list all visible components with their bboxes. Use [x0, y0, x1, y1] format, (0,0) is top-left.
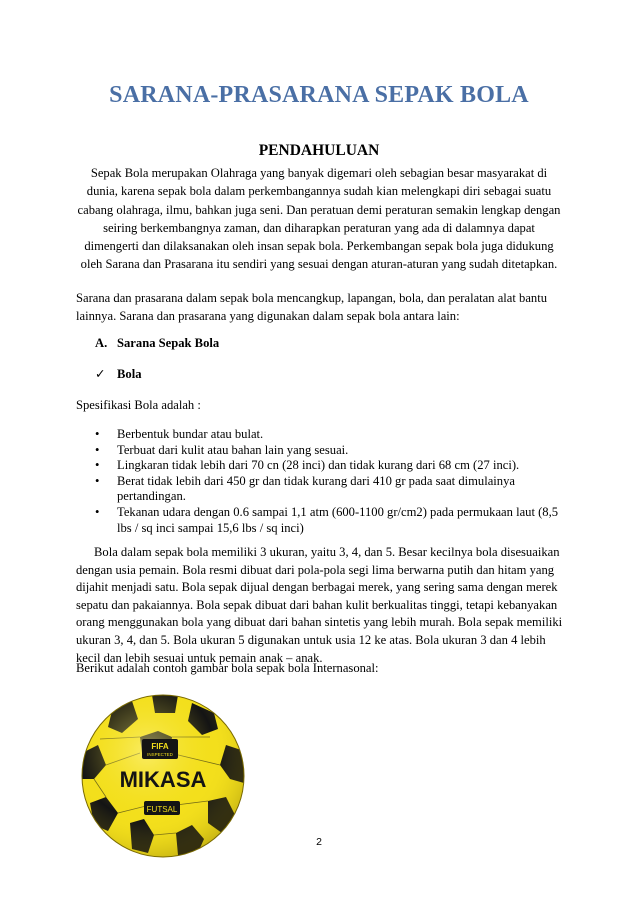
- bullet-icon: •: [95, 504, 100, 519]
- ukuran-paragraph-text: Bola dalam sepak bola memiliki 3 ukuran, yaitu 3, 4, dan 5. Besar kecilnya bola disesuaikan dengan usia pemain. Bola resmi dibuat dari pola-pola segi lima berwarna putih dan hitam yang dijahit menjadi satu. Bola sepak dijual dengan berbagai merek, yang sering sama dengan merek sepatu dan pakaiannya. Bola sepak dibuat dari bahan kulit berkualitas tinggi, tetapi kebanyakan orang menggunakan bola yang dibuat dari bahan sintetis yang lebih murah. Bola sepak memiliki ukuran 3, 4, dan 5. Bola ukuran 5 digunakan untuk usia 12 ke atas. Bola ukuran 3 dan 4 lebih kecil dan lebih sesuai untuk pemain anak – anak.: [76, 545, 563, 665]
- ball-model-text: FUTSAL: [146, 805, 178, 814]
- page-number: 2: [316, 836, 322, 848]
- list-item: [95, 427, 565, 443]
- bullet-icon: •: [95, 427, 100, 441]
- mikasa-futsal-ball-image: [80, 693, 246, 859]
- checkmark-icon: ✓: [95, 367, 106, 381]
- list-item: [95, 474, 565, 505]
- list-item-text: Lingkaran tidak lebih dari 70 cn (28 inci) dan tidak kurang dari 68 cm (27 inci).: [117, 458, 520, 473]
- intro-paragraph: Sepak Bola merupakan Olahraga yang banyak digemari oleh sebagian besar masyarakat di dunia, karena sepak bola dalam perkembangannya sudah kian melengkapi diri sebagai suatu cabang olahraga, ilmu, bahkan juga seni. Dan peratuan demi peraturan semakin lengkap dengan seiring berkembangnya zaman, dan diharapkan peraturan yang ada di dalamnya dapat dimengerti dan dilaksanakan oleh insan sepak bola. Perkembangan sepak bola juga didukung oleh Sarana dan Prasarana itu sendiri yang sesuai dengan aturan-aturan yang sudah ditetapkan.: [77, 166, 561, 272]
- list-item: [95, 443, 565, 459]
- ball-brand-text: MIKASA: [119, 767, 207, 792]
- bola-heading: [95, 366, 142, 382]
- list-item-text: Tekanan udara dengan 0.6 sampai 1,1 atm (600-1100 gr/cm2) pada permukaan laut (8,5 lbs / sq inci sampai 15,6 lbs / sq inci): [117, 504, 559, 535]
- list-item-text: Berbentuk bundar atau bulat.: [117, 427, 264, 441]
- ball-inspected-text: INSPECTED: [147, 752, 173, 757]
- bola-heading-text: Bola: [117, 367, 142, 381]
- spec-list: [95, 427, 565, 536]
- spec-intro: Spesifikasi Bola adalah :: [76, 398, 201, 412]
- ball-fifa-text: FIFA: [151, 742, 169, 751]
- ukuran-paragraph: [76, 544, 566, 667]
- bullet-icon: •: [95, 442, 100, 457]
- bullet-icon: •: [95, 458, 100, 473]
- document-title: SARANA-PRASARANA SEPAK BOLA: [109, 82, 529, 108]
- section-subtitle: PENDAHULUAN: [258, 142, 380, 159]
- list-item: [95, 458, 565, 474]
- section-heading-text: Sarana Sepak Bola: [117, 336, 220, 350]
- bullet-icon: •: [95, 473, 100, 488]
- list-item-text: Berat tidak lebih dari 450 gr dan tidak kurang dari 410 gr pada saat dimulainya pertandingan.: [117, 473, 515, 504]
- section-heading: [95, 336, 219, 351]
- section-letter: A.: [95, 336, 108, 350]
- sarana-paragraph: Sarana dan prasarana dalam sepak bola mencangkup, lapangan, bola, dan peralatan alat bantu lainnya. Sarana dan prasarana yang digunakan dalam sepak bola antara lain:: [76, 291, 548, 323]
- list-item-text: Terbuat dari kulit atau bahan lain yang sesuai.: [117, 442, 349, 457]
- contoh-paragraph: Berikut adalah contoh gambar bola sepak bola Internasonal:: [76, 661, 379, 675]
- list-item: [95, 505, 565, 536]
